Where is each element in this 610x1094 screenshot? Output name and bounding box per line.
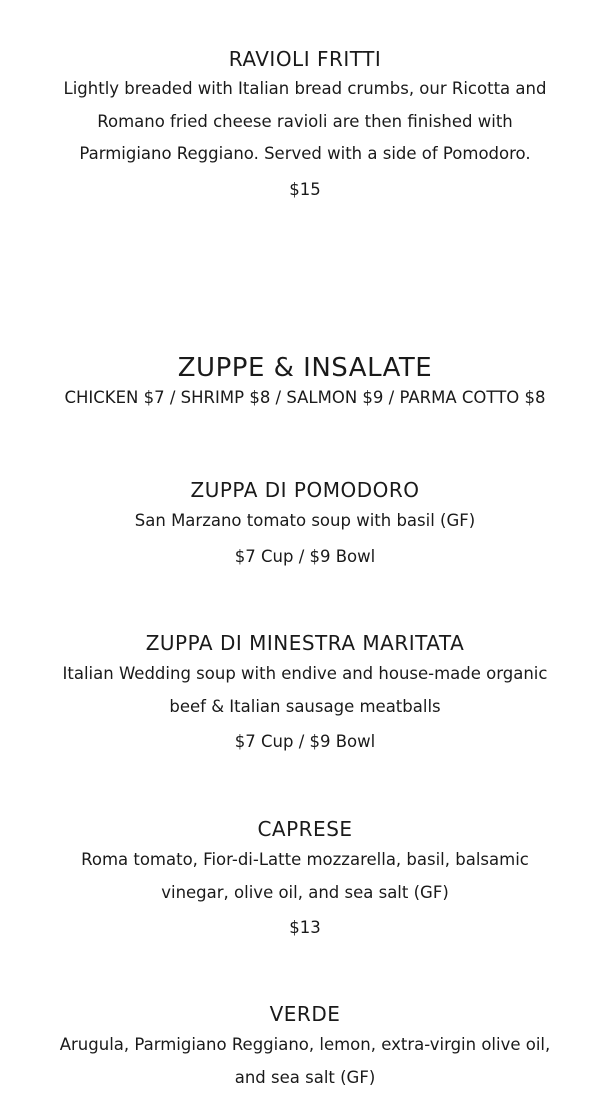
- item-title: VERDE: [0, 999, 610, 1029]
- item-title: RAVIOLI FRITTI: [0, 44, 610, 74]
- item-description-line: vinegar, olive oil, and sea salt (GF): [0, 877, 610, 910]
- item-price: $13: [0, 916, 610, 940]
- item-description-line: beef & Italian sausage meatballs: [0, 691, 610, 724]
- item-title: CAPRESE: [0, 814, 610, 844]
- section-title: ZUPPE & INSALATE: [0, 351, 610, 385]
- item-description-line: and sea salt (GF): [0, 1062, 610, 1094]
- item-description-line: Arugula, Parmigiano Reggiano, lemon, extra-virgin olive oil,: [0, 1029, 610, 1062]
- item-description-line: Parmigiano Reggiano. Served with a side of Pomodoro.: [0, 138, 610, 171]
- menu-item-ravioli-fritti: [0, 44, 610, 202]
- item-price: $15: [0, 178, 610, 202]
- item-description-line: San Marzano tomato soup with basil (GF): [0, 505, 610, 538]
- menu-item-verde: [0, 999, 610, 1094]
- menu-item-zuppa-di-minestra-maritata: [0, 628, 610, 754]
- item-description-line: Lightly breaded with Italian bread crumbs, our Ricotta and: [0, 73, 610, 106]
- item-description-line: Italian Wedding soup with endive and house-made organic: [0, 658, 610, 691]
- item-description-line: Romano fried cheese ravioli are then finished with: [0, 106, 610, 139]
- section-header-zuppe-insalate: [0, 351, 610, 411]
- item-title: ZUPPA DI MINESTRA MARITATA: [0, 628, 610, 658]
- menu-item-caprese: [0, 814, 610, 940]
- item-price: $7 Cup / $9 Bowl: [0, 545, 610, 569]
- item-price: $7 Cup / $9 Bowl: [0, 730, 610, 754]
- section-addons: CHICKEN $7 / SHRIMP $8 / SALMON $9 / PARMA COTTO $8: [0, 385, 610, 411]
- item-title: ZUPPA DI POMODORO: [0, 475, 610, 505]
- item-description-line: Roma tomato, Fior-di-Latte mozzarella, basil, balsamic: [0, 844, 610, 877]
- menu-item-zuppa-di-pomodoro: [0, 475, 610, 569]
